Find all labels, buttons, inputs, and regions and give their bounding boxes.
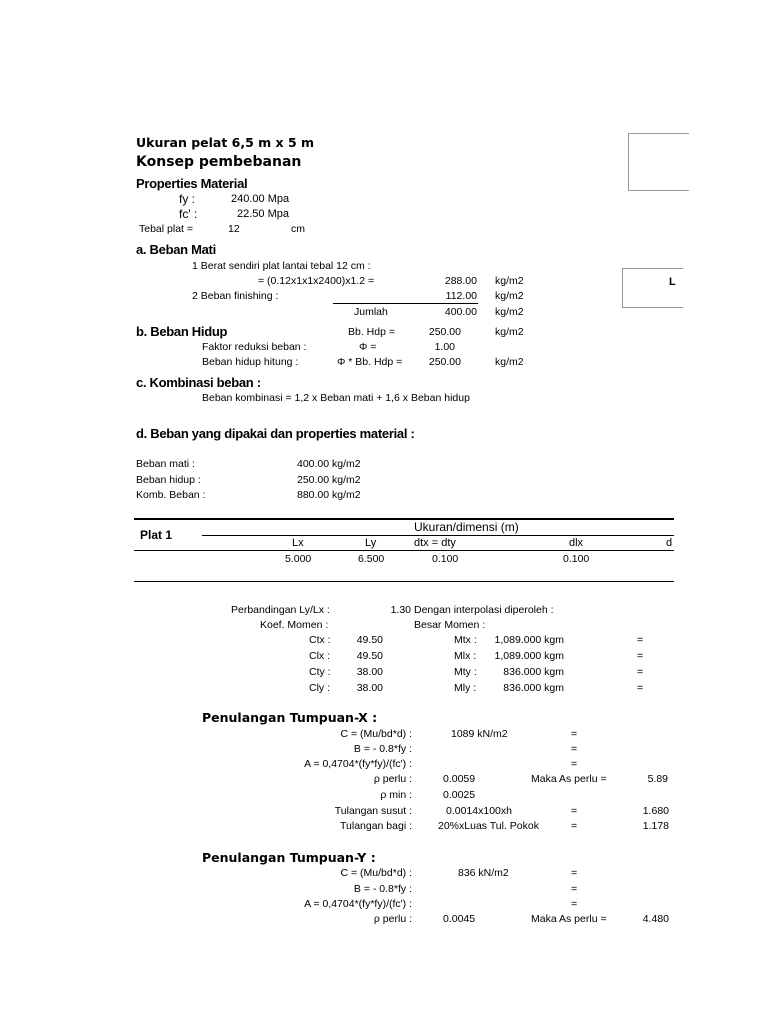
- jumlah-label: Jumlah: [354, 306, 388, 318]
- tx-rho-perlu-value: 0.0059: [443, 773, 476, 785]
- ty-rho-perlu-label: ρ perlu :: [373, 913, 412, 925]
- koef-value: 38.00: [356, 666, 383, 678]
- dipakai-row-label: Beban mati :: [136, 458, 195, 470]
- tx-susut-label: Tulangan susut :: [334, 805, 412, 817]
- tx-c-label: C = (Mu/bd*d) :: [340, 728, 412, 740]
- koef-value: 49.50: [356, 634, 383, 646]
- beban-mati-item2-label: 2 Beban finishing :: [192, 290, 279, 302]
- side-box-bottom: [622, 268, 683, 308]
- dipakai-row-value: 250.00 kg/m2: [297, 474, 361, 486]
- beban-mati-heading: a. Beban Mati: [136, 242, 216, 257]
- side-box-top: [628, 133, 689, 191]
- ty-c-value: 836 kN/m2: [458, 867, 509, 879]
- dipakai-heading: d. Beban yang dipakai dan properties material :: [136, 426, 415, 441]
- table-top-border: [134, 518, 674, 520]
- table-group-header: Ukuran/dimensi (m): [414, 520, 519, 534]
- koef-name: Clx :: [309, 650, 330, 662]
- tx-bagi-formula: 20%xLuas Tul. Pokok: [438, 820, 539, 832]
- momen-name: Mlx :: [454, 650, 477, 662]
- tx-bagi-value: 1.178: [642, 820, 669, 832]
- tx-bagi-eq: =: [571, 820, 578, 832]
- ty-a-eq: =: [571, 898, 578, 910]
- properties-heading: Properties Material: [136, 176, 248, 191]
- kombinasi-formula: Beban kombinasi = 1,2 x Beban mati + 1,6 x Beban hidup: [202, 392, 470, 404]
- beban-mati-item1-unit: kg/m2: [495, 275, 524, 287]
- tx-rho-perlu-label: ρ perlu :: [373, 773, 412, 785]
- ratio-note: Dengan interpolasi diperoleh :: [414, 604, 554, 616]
- koef-value: 38.00: [356, 682, 383, 694]
- tx-b-eq: =: [571, 743, 578, 755]
- tx-susut-value: 1.680: [642, 805, 669, 817]
- dipakai-row-label: Beban hidup :: [136, 474, 201, 486]
- momen-eq: =: [637, 650, 644, 662]
- ty-b-label: B = - 0.8*fy :: [353, 883, 412, 895]
- faktor-label: Faktor reduksi beban :: [202, 341, 307, 353]
- momen-value: 1,089.000 kgm: [494, 650, 564, 662]
- fy-value: 240.00 Mpa: [231, 193, 290, 205]
- dipakai-row-label: Komb. Beban :: [136, 489, 206, 501]
- beban-hidup-heading: b. Beban Hidup: [136, 324, 228, 339]
- tx-susut-formula: 0.0014x100xh: [446, 805, 512, 817]
- ty-rho-perlu-value: 0.0045: [443, 913, 476, 925]
- momen-value: 836.000 kgm: [503, 682, 564, 694]
- bb-hdp-label: Bb. Hdp =: [348, 326, 395, 338]
- plat-name: Plat 1: [140, 528, 173, 542]
- tx-bagi-label: Tulangan bagi :: [340, 820, 412, 832]
- page-title: Ukuran pelat 6,5 m x 5 m: [136, 135, 315, 150]
- ty-as-label: Maka As perlu =: [531, 913, 607, 925]
- dipakai-row-value: 880.00 kg/m2: [297, 489, 361, 501]
- table-cell-dlx: 0.100: [563, 553, 590, 565]
- ty-c-eq: =: [571, 867, 578, 879]
- momen-value: 1,089.000 kgm: [494, 634, 564, 646]
- besar-label: Besar Momen :: [414, 619, 486, 631]
- ty-a-label: A = 0,4704*(fy*fy)/(fc') :: [304, 898, 412, 910]
- faktor-value: 1.00: [434, 341, 455, 353]
- tebal-unit: cm: [291, 223, 305, 235]
- table-cell-dtx: 0.100: [432, 553, 459, 565]
- bb-hdp-unit: kg/m2: [495, 326, 524, 338]
- fc-value: 22.50 Mpa: [237, 208, 289, 220]
- table-header-ly: Ly: [365, 537, 377, 549]
- koef-name: Cty :: [309, 666, 331, 678]
- table-header-dtx: dtx = dty: [414, 537, 456, 549]
- koef-label: Koef. Momen :: [260, 619, 329, 631]
- jumlah-value: 400.00: [444, 306, 477, 318]
- side-box-label: L: [669, 276, 676, 288]
- table-cell-ly: 6.500: [358, 553, 385, 565]
- beban-mati-item2-unit: kg/m2: [495, 290, 524, 302]
- ratio-label: Perbandingan Ly/Lx :: [231, 604, 330, 616]
- table-header-lx: Lx: [292, 537, 304, 549]
- koef-name: Ctx :: [309, 634, 331, 646]
- hitung-label: Beban hidup hitung :: [202, 356, 299, 368]
- tx-a-eq: =: [571, 758, 578, 770]
- momen-value: 836.000 kgm: [503, 666, 564, 678]
- ty-b-eq: =: [571, 883, 578, 895]
- tebal-label: Tebal plat =: [139, 223, 193, 235]
- beban-mati-item1-label: 1 Berat sendiri plat lantai tebal 12 cm :: [192, 260, 371, 272]
- fy-label: fy :: [179, 192, 196, 206]
- table-cell-lx: 5.000: [285, 553, 312, 565]
- tx-c-eq: =: [571, 728, 578, 740]
- tx-a-label: A = 0,4704*(fy*fy)/(fc') :: [304, 758, 412, 770]
- bb-hdp-value: 250.00: [428, 326, 461, 338]
- ratio-value: 1.30: [390, 604, 411, 616]
- faktor-symbol: Φ =: [359, 341, 377, 353]
- tx-susut-eq: =: [571, 805, 578, 817]
- koef-name: Cly :: [309, 682, 330, 694]
- koef-value: 49.50: [356, 650, 383, 662]
- tx-b-label: B = - 0.8*fy :: [353, 743, 412, 755]
- table-bottom-border: [134, 581, 674, 582]
- momen-name: Mly :: [454, 682, 477, 694]
- momen-name: Mtx :: [454, 634, 477, 646]
- ty-as-value: 4.480: [642, 913, 669, 925]
- momen-eq: =: [637, 682, 644, 694]
- hitung-formula: Φ * Bb. Hdp =: [337, 356, 403, 368]
- ty-c-label: C = (Mu/bd*d) :: [340, 867, 412, 879]
- kombinasi-heading: c. Kombinasi beban :: [136, 375, 261, 390]
- jumlah-unit: kg/m2: [495, 306, 524, 318]
- sum-divider: [333, 303, 478, 304]
- section-title: Konsep pembebanan: [136, 154, 302, 170]
- tx-as-label: Maka As perlu =: [531, 773, 607, 785]
- table-header-d: d: [666, 537, 673, 549]
- tebal-value: 12: [228, 223, 240, 235]
- table-header-divider: [202, 535, 674, 536]
- dipakai-row-value: 400.00 kg/m2: [297, 458, 361, 470]
- tx-rho-min-value: 0.0025: [443, 789, 476, 801]
- momen-name: Mty :: [454, 666, 477, 678]
- momen-eq: =: [637, 666, 644, 678]
- table-header-dlx: dlx: [569, 537, 584, 549]
- tumpuan-y-heading: Penulangan Tumpuan-Y :: [202, 850, 376, 865]
- momen-eq: =: [637, 634, 644, 646]
- beban-mati-item1-formula: = (0.12x1x1x2400)x1.2 =: [258, 275, 375, 287]
- beban-mati-item1-value: 288.00: [444, 275, 477, 287]
- tx-rho-min-label: ρ min :: [380, 789, 412, 801]
- tumpuan-x-heading: Penulangan Tumpuan-X :: [202, 710, 378, 725]
- hitung-unit: kg/m2: [495, 356, 524, 368]
- tx-as-value: 5.89: [647, 773, 668, 785]
- tx-c-value: 1089 kN/m2: [451, 728, 508, 740]
- hitung-value: 250.00: [428, 356, 461, 368]
- table-header-bottom: [134, 550, 674, 551]
- beban-mati-item2-value: 112.00: [445, 290, 477, 302]
- fc-label: fc' :: [179, 207, 198, 221]
